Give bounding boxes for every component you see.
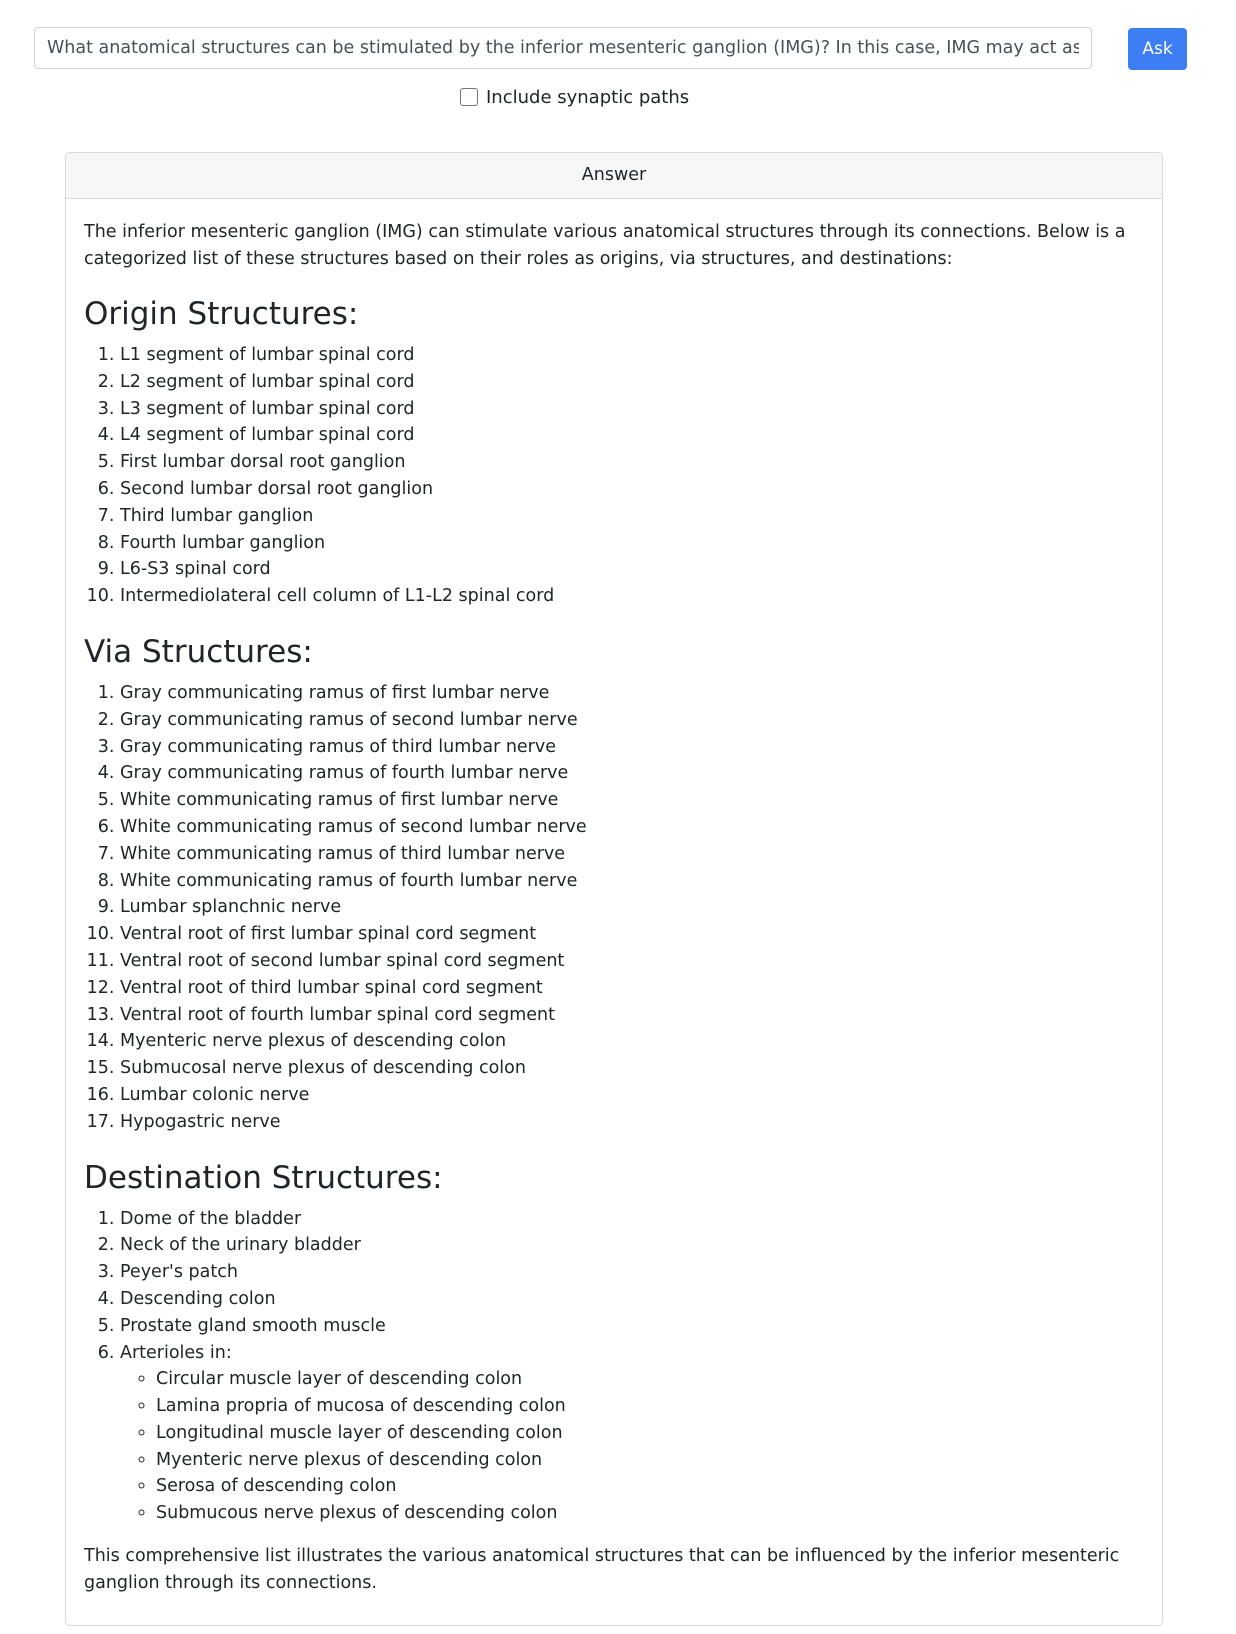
answer-intro: The inferior mesenteric ganglion (IMG) can stimulate various anatomical structures through its connections. Below is a categorized list of these structures based on their roles as origins, via structures, and destinations: (84, 222, 1126, 269)
origin-item: 8. Fourth lumbar ganglion (120, 530, 1144, 557)
query-input[interactable] (34, 27, 1092, 69)
ask-button[interactable]: Ask (1128, 28, 1187, 70)
origin-item: 9. L6-S3 spinal cord (120, 556, 1144, 583)
answer-body (66, 199, 1162, 1596)
via-item: 9. Lumbar splanchnic nerve (120, 894, 1144, 921)
origin-item: 5. First lumbar dorsal root ganglion (120, 449, 1144, 476)
synaptic-paths-checkbox[interactable] (460, 88, 478, 106)
via-item: 12. Ventral root of third lumbar spinal cord segment (120, 975, 1144, 1002)
via-item: 15. Submucosal nerve plexus of descending colon (120, 1055, 1144, 1082)
arterioles-sublist (120, 1366, 1144, 1527)
destination-item: 3. Peyer's patch (120, 1259, 1144, 1286)
destination-item-arterioles (120, 1340, 1144, 1528)
via-item: 10. Ventral root of first lumbar spinal cord segment (120, 921, 1144, 948)
answer-card (65, 152, 1163, 1626)
via-item: 6. White communicating ramus of second lumbar nerve (120, 814, 1144, 841)
answer-header: Answer (66, 153, 1162, 199)
destination-item: 1. Dome of the bladder (120, 1206, 1144, 1233)
via-item: 7. White communicating ramus of third lumbar nerve (120, 841, 1144, 868)
arterioles-label: Arterioles in: (120, 1342, 232, 1363)
synaptic-paths-option[interactable] (460, 84, 689, 110)
via-list (84, 680, 1144, 1136)
origin-item: 1. L1 segment of lumbar spinal cord (120, 342, 1144, 369)
via-item: 13. Ventral root of fourth lumbar spinal cord segment (120, 1002, 1144, 1029)
via-heading: Via Structures: (84, 633, 313, 670)
arterioles-item: ◦ Lamina propria of mucosa of descending colon (156, 1393, 1144, 1420)
arterioles-item: ◦ Myenteric nerve plexus of descending colon (156, 1447, 1144, 1474)
via-item: 1. Gray communicating ramus of first lumbar nerve (120, 680, 1144, 707)
origin-item: 2. L2 segment of lumbar spinal cord (120, 369, 1144, 396)
arterioles-item: ◦ Submucous nerve plexus of descending colon (156, 1500, 1144, 1527)
via-item: 2. Gray communicating ramus of second lumbar nerve (120, 707, 1144, 734)
arterioles-item: ◦ Circular muscle layer of descending colon (156, 1366, 1144, 1393)
via-item: 8. White communicating ramus of fourth lumbar nerve (120, 868, 1144, 895)
arterioles-item: ◦ Serosa of descending colon (156, 1473, 1144, 1500)
destination-item: 2. Neck of the urinary bladder (120, 1232, 1144, 1259)
origin-list (84, 342, 1144, 610)
via-item: 14. Myenteric nerve plexus of descending colon (120, 1028, 1144, 1055)
destination-heading: Destination Structures: (84, 1159, 443, 1196)
via-item: 16. Lumbar colonic nerve (120, 1082, 1144, 1109)
via-item: 3. Gray communicating ramus of third lumbar nerve (120, 734, 1144, 761)
query-bar (34, 27, 1192, 71)
destination-item: 5. Prostate gland smooth muscle (120, 1313, 1144, 1340)
synaptic-paths-label[interactable]: Include synaptic paths (486, 86, 690, 108)
origin-item: 6. Second lumbar dorsal root ganglion (120, 476, 1144, 503)
origin-item: 3. L3 segment of lumbar spinal cord (120, 396, 1144, 423)
via-item: 17. Hypogastric nerve (120, 1109, 1144, 1136)
via-item: 4. Gray communicating ramus of fourth lumbar nerve (120, 760, 1144, 787)
origin-item: 7. Third lumbar ganglion (120, 503, 1144, 530)
answer-outro: This comprehensive list illustrates the various anatomical structures that can be influenced by the inferior mesenteric ganglion through its connections. (84, 1546, 1120, 1593)
origin-heading: Origin Structures: (84, 296, 359, 332)
destination-list (84, 1206, 1144, 1528)
origin-item: 10. Intermediolateral cell column of L1-L2 spinal cord (120, 583, 1144, 610)
destination-item: 4. Descending colon (120, 1286, 1144, 1313)
via-item: 11. Ventral root of second lumbar spinal cord segment (120, 948, 1144, 975)
via-item: 5. White communicating ramus of first lumbar nerve (120, 787, 1144, 814)
origin-item: 4. L4 segment of lumbar spinal cord (120, 422, 1144, 449)
arterioles-item: ◦ Longitudinal muscle layer of descending colon (156, 1420, 1144, 1447)
